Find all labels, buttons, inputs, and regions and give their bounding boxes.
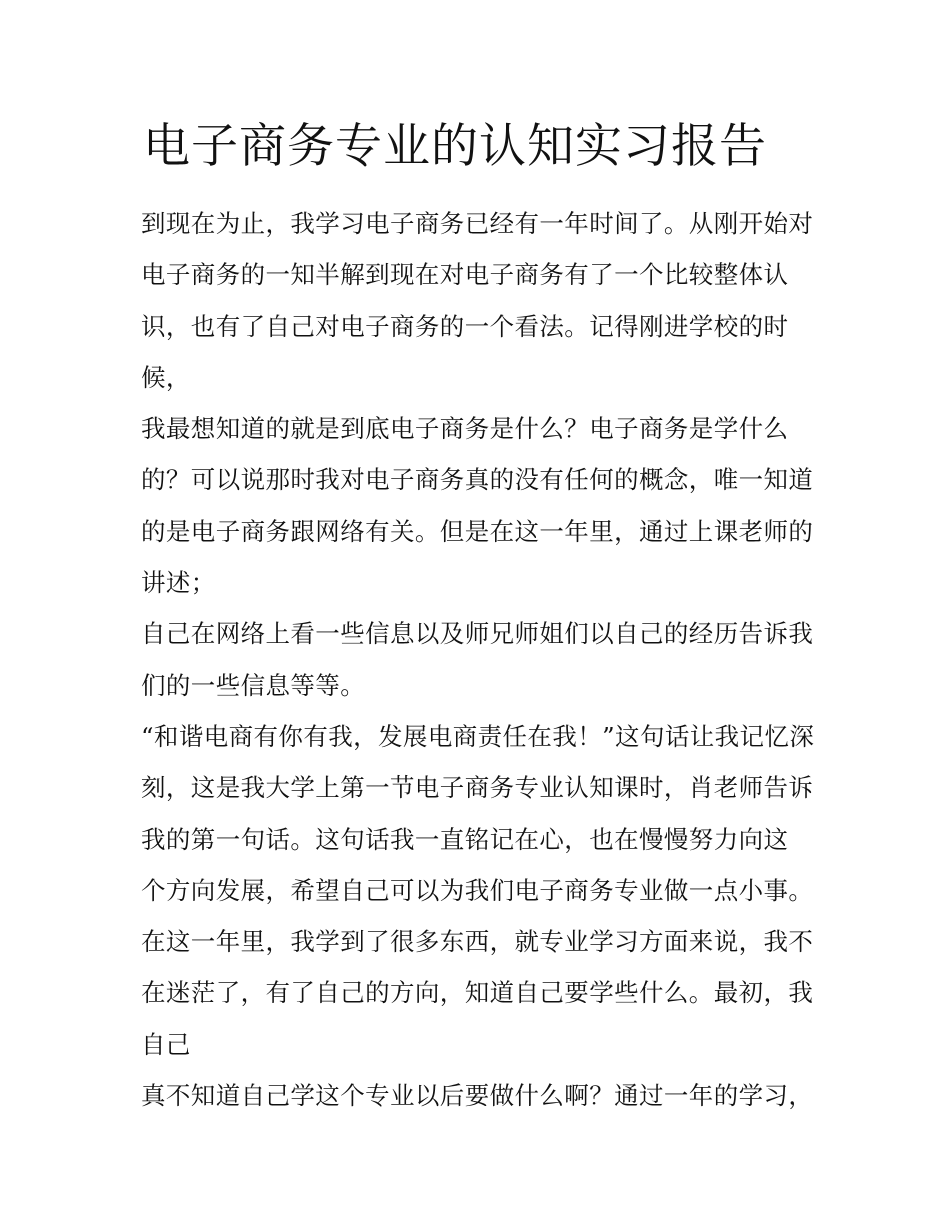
body-line: 到现在为止，我学习电子商务已经有一年时间了。从刚开始对 bbox=[141, 209, 814, 238]
body-line: 刻，这是我大学上第一节电子商务专业认知课时，肖老师告诉 bbox=[141, 773, 814, 803]
body-line: 的是电子商务跟网络有关。但是在这一年里，通过上课老师的 bbox=[141, 516, 814, 546]
body-line: 我最想知道的就是到底电子商务是什么？电子商务是学什么 bbox=[141, 414, 789, 444]
body-line: 在这一年里，我学到了很多东西，就专业学习方面来说，我不 bbox=[141, 927, 814, 957]
body-line: 的？可以说那时我对电子商务真的没有任何的概念，唯一知道 bbox=[141, 465, 814, 495]
body-line: “和谐电商有你有我，发展电商责任在我！”这句话让我记忆深 bbox=[141, 721, 815, 751]
body-line: 们的一些信息等等。 bbox=[141, 670, 366, 700]
body-line: 自己在网络上看一些信息以及师兄师姐们以自己的经历告诉我 bbox=[141, 619, 814, 649]
body-line: 候， bbox=[141, 362, 191, 392]
body-line: 讲述； bbox=[141, 568, 216, 598]
body-line: 自己 bbox=[141, 1029, 191, 1059]
body-line: 电子商务的一知半解到现在对电子商务有了一个比较整体认 bbox=[141, 260, 789, 290]
body-line: 真不知道自己学这个专业以后要做什么啊？通过一年的学习， bbox=[141, 1081, 814, 1111]
document-title: 电子商务专业的认知实习报告 bbox=[143, 119, 767, 174]
document-body bbox=[141, 198, 841, 1121]
body-line: 我的第一句话。这句话我一直铭记在心，也在慢慢努力向这 bbox=[141, 824, 789, 854]
body-line: 识，也有了自己对电子商务的一个看法。记得刚进学校的时 bbox=[141, 311, 789, 341]
body-line: 个方向发展，希望自己可以为我们电子商务专业做一点小事。 bbox=[141, 875, 814, 905]
body-line: 在迷茫了，有了自己的方向，知道自己要学些什么。最初，我 bbox=[141, 978, 814, 1008]
